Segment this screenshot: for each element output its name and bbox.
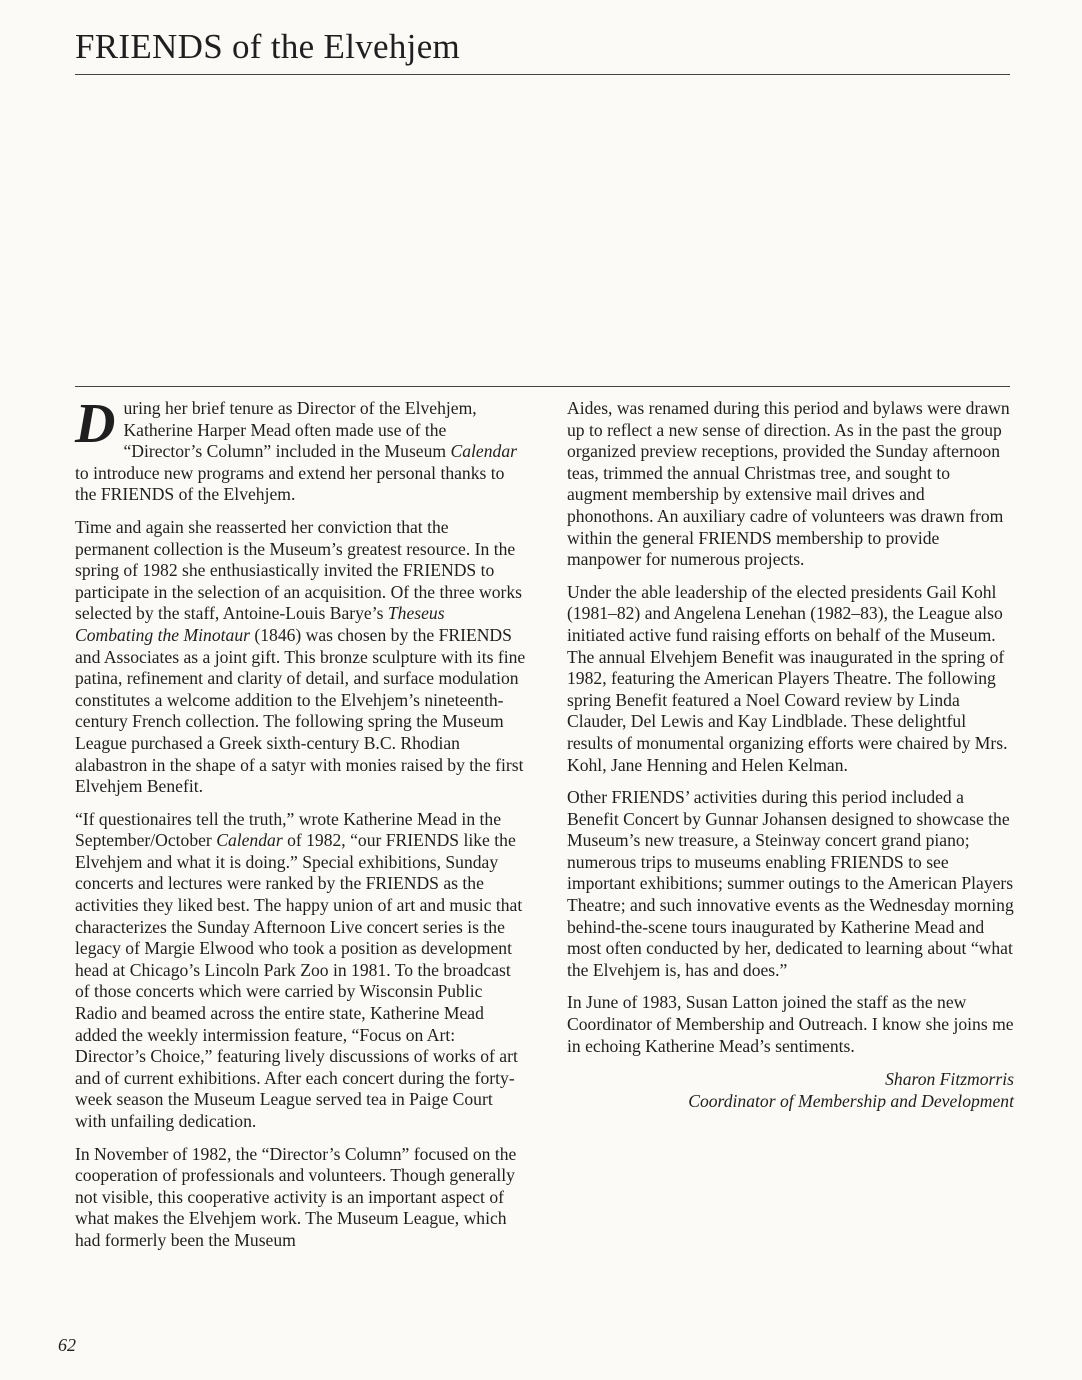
paragraph-8: In June of 1983, Susan Latton joined the staff as the new Coordinator of Membership and Outreach. I know she joins me in echoing Katherine Mead’s sentiments.: [567, 992, 1014, 1056]
paragraph-2-text-a: Time and again she reasserted her conviction that the permanent collection is the Museum’s greatest resource. In the spring of 1982 she enthusiastically invited the FRIENDS to participate in the selection of an acquisition. Of the three works selected by the staff, Antoine-Louis Barye’s: [75, 516, 523, 624]
paragraph-4: In November of 1982, the “Director’s Column” focused on the cooperation of professionals and volunteers. Though generally not visible, this cooperative activity is an important aspect of what makes the Elvehjem work. The Museum League, which had formerly been the Museum: [75, 1143, 517, 1250]
right-column: [567, 398, 1014, 1112]
drop-cap: D: [75, 393, 116, 455]
signature-name: Sharon Fitzmorris: [885, 1069, 1014, 1090]
calendar-title: Calendar: [450, 441, 517, 462]
paragraph-3-text-a: “If questionaires tell the truth,” wrote Katherine Mead in the September/October: [75, 808, 502, 851]
left-column: [75, 393, 527, 1263]
paragraph-2-text-b: (1846) was chosen by the FRIENDS and Associates as a joint gift. This bronze sculpture with its fine patina, refinement and clarity of detail, and surface modulation constitutes a welcome addition to the Elvehjem’s nineteenth-century French collection. The following spring the Museum League purchased a Greek sixth-century B.C. Rhodian alabastron in the shape of a satyr with monies raised by the first Elvehjem Benefit.: [75, 624, 526, 797]
content-divider: [75, 386, 1010, 387]
calendar-title: Calendar: [216, 830, 283, 851]
title-divider: [75, 74, 1010, 75]
signature-role: Coordinator of Membership and Development: [688, 1091, 1014, 1112]
paragraph-3-text-b: of 1982, “our FRIENDS like the Elvehjem and what it is doing.” Special exhibitions, Sunday concerts and lectures were ranked by the FRIENDS as the activities they liked best. The happy union of art and music that characterizes the Sunday Afternoon Live concert series is the legacy of Margie Elwood who took a position as development head at Chicago’s Lincoln Park Zoo in 1981. To the broadcast of those concerts which were carried by Wisconsin Public Radio and beamed across the entire state, Katherine Mead added the weekly intermission feature, “Focus on Art: Director’s Choice,” featuring lively discussions of works of art and of current exhibitions. After each concert during the forty-week season the Museum League served tea in Paige Court with unfailing dedication.: [75, 830, 523, 1131]
paragraph-2: [75, 517, 527, 798]
paragraph-7: Other FRIENDS’ activities during this period included a Benefit Concert by Gunnar Johansen designed to showcase the Museum’s new treasure, a Steinway concert grand piano; numerous trips to museums enabling FRIENDS to see important exhibitions; summer outings to the American Players Theatre; and such innovative events as the Wednesday morning behind-the-scene tours inaugurated by Katherine Mead and most often conducted by her, dedicated to learning about “what the Elvehjem is, has and does.”: [567, 787, 1014, 980]
page-title: FRIENDS of the Elvehjem: [75, 27, 461, 66]
page-number: 62: [58, 1335, 76, 1355]
signature: [567, 1068, 1014, 1112]
paragraph-1-text-a: uring her brief tenure as Director of the Elvehjem, Katherine Harper Mead often made use of the “Director’s Column” included in the Museum: [123, 398, 477, 462]
paragraph-5: Aides, was renamed during this period and bylaws were drawn up to reflect a new sense of direction. As in the past the group organized preview receptions, provided the Sunday afternoon teas, trimmed the annual Christmas tree, and sought to augment membership by extensive mail drives and phonothons. An auxiliary cadre of volunteers was drawn from within the general FRIENDS membership to provide manpower for numerous projects.: [567, 398, 1010, 570]
paragraph-1-text-b: to introduce new programs and extend her personal thanks to the FRIENDS of the Elvehjem.: [75, 462, 505, 505]
artwork-title: Theseus Combating the Minotaur: [75, 603, 445, 645]
paragraph-6: Under the able leadership of the elected presidents Gail Kohl (1981–82) and Angelena Lenehan (1982–83), the League also initiated active fund raising efforts on behalf of the Museum. The annual Elvehjem Benefit was inaugurated in the spring of 1982, featuring the American Players Theatre. The following spring Benefit featured a Noel Coward review by Linda Clauder, Del Lewis and Kay Lindblade. These delightful results of monumental organizing efforts were chaired by Mrs. Kohl, Jane Henning and Helen Kelman.: [567, 581, 1008, 775]
paragraph-1: [75, 393, 527, 506]
paragraph-3: [75, 809, 527, 1133]
